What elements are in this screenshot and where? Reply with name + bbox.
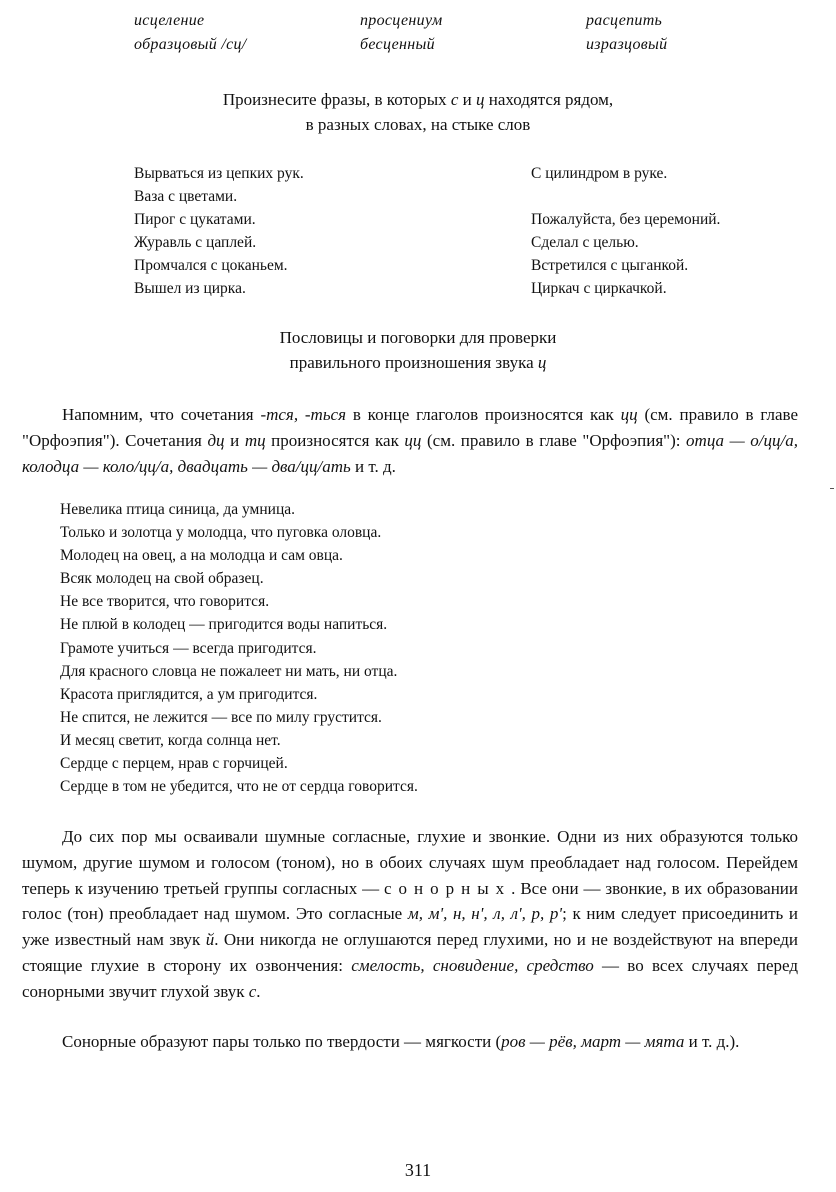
spaced-term: сонорных (384, 878, 512, 898)
proverb-list (60, 498, 418, 798)
word: исцеление (134, 12, 205, 29)
word: изразцовый (586, 36, 668, 53)
paragraph-sonorants (22, 824, 798, 1005)
phrase: Промчался с цоканьем. (134, 257, 288, 274)
proverb: Всяк молодец на свой образец. (60, 570, 264, 588)
proverb: Сердце в том не убедится, что не от сердца говорится. (60, 778, 418, 796)
heading-line (0, 350, 836, 375)
heading-letter: с (450, 90, 459, 109)
phrase: Вырваться из цепких рук. (134, 165, 304, 182)
italic-run: цц (404, 431, 422, 450)
italic-run: цц (620, 405, 638, 424)
heading-text: правильного произношения звука (289, 353, 538, 372)
italic-run: отца — о/цц/а, колодца — коло/цц/а, двадцать — два/цц/ать (22, 431, 798, 476)
heading-line: Пословицы и поговорки для проверки (279, 328, 557, 347)
margin-mark (830, 488, 834, 489)
text-run: и (224, 431, 245, 450)
text-run: До сих пор мы осваивали шумные согласные, глухие и звонкие. Одни из них образуются только шумом, другие шумом и голосом (тоном), но в обоих случаях шум преобладает над голосом. Перейдем теперь к изучению третьей группы согласных — (22, 827, 798, 898)
text-run: произносятся как (265, 431, 405, 450)
proverb: Красота приглядится, а ум пригодится. (60, 685, 318, 703)
text-run: ; к ним следует присоединить и уже известный нам звук (22, 904, 798, 950)
italic-run: й (205, 930, 215, 950)
text-run: — во всех случаях перед сонорными звучит глухой звук (22, 955, 798, 1001)
proverb: Не все творится, что говорится. (60, 593, 270, 611)
italic-run: тц (244, 431, 266, 450)
text-run: . (256, 981, 261, 1001)
heading-text: и (458, 90, 477, 109)
italic-run: м, м', н, н', л, л', р, р' (407, 904, 563, 924)
phrase: Ваза с цветами. (134, 188, 238, 205)
heading-text: Произнесите фразы, в которых (222, 90, 451, 109)
proverb: Сердце с перцем, нрав с горчицей. (60, 755, 288, 773)
section-heading-proverbs (0, 325, 836, 375)
heading-line: в разных словах, на стыке слов (305, 115, 531, 134)
proverb: Грамоте учиться — всегда пригодится. (60, 639, 317, 657)
text-run: . Все они — звонкие, в их образовании голос (тон) преобладает над шумом. Это согласные (22, 878, 798, 924)
phrase: Циркач с циркачкой. (531, 280, 667, 297)
paragraph-intro (22, 402, 798, 480)
proverb: Не плюй в колодец — пригодится воды напиться. (60, 616, 388, 634)
phrase-list-left (134, 162, 304, 300)
phrase: Пожалуйста, без церемоний. (531, 211, 721, 228)
italic-run: ров — рёв, март — мята (501, 1032, 685, 1051)
text-run: (см. правило в главе "Орфоэпия"). Сочетания (22, 405, 798, 450)
section-heading-phrases (0, 87, 836, 137)
phrase: Сделал с целью. (531, 234, 639, 251)
heading-line (0, 87, 836, 112)
page-number: 311 (404, 1160, 432, 1180)
italic-run: с (248, 981, 257, 1001)
italic-run: смелость, сновидение, средство (351, 955, 594, 975)
heading-letter: ц (537, 353, 547, 372)
phrase-list-right (531, 162, 720, 300)
text-run: . Они никогда не оглушаются перед глухими, но и не воздействуют на впереди стоящие глухие в сторону их озвончения: (22, 930, 798, 975)
proverb: Невелика птица синица, да умница. (60, 501, 295, 518)
phrase: С цилиндром в руке. (531, 165, 668, 182)
word-row (134, 12, 774, 36)
phrase: Пирог с цукатами. (134, 211, 256, 228)
proverb: Молодец на овец, а на молодца и сам овца. (60, 547, 343, 565)
text-run: в конце глаголов произносятся как (346, 405, 621, 424)
proverb: И месяц светит, когда солнца нет. (60, 731, 281, 749)
word: бесценный (360, 36, 435, 53)
phrase: Журавль с цаплей. (134, 234, 257, 251)
word-row (134, 36, 774, 60)
text-run: Сонорные образуют пары только по твердости — мягкости ( (62, 1032, 502, 1051)
italic-run: дц (207, 431, 225, 450)
word: расцепить (586, 12, 663, 29)
word-list (134, 12, 774, 60)
proverb: Только и золотца у молодца, что пуговка оловца. (60, 524, 382, 542)
text-run: и т. д.). (684, 1032, 740, 1051)
text-run: Напомним, что сочетания (62, 405, 261, 424)
heading-letter: ц (476, 90, 485, 109)
proverb: Не спится, не лежится — все по милу грустится. (60, 708, 382, 726)
phrase (531, 185, 720, 208)
proverb: Для красного словца не пожалеет ни мать, ни отца. (60, 662, 398, 680)
word: образцовый /сц/ (134, 36, 247, 53)
italic-run: -тся, -ться (260, 405, 347, 424)
heading-text: находятся рядом, (484, 90, 614, 109)
paragraph-pairs (22, 1029, 798, 1055)
text-run: (см. правило в главе "Орфоэпия"): (421, 431, 687, 450)
phrase: Вышел из цирка. (134, 280, 246, 297)
phrase: Встретился с цыганкой. (531, 257, 689, 274)
word: просцениум (360, 12, 443, 29)
text-run: и т. д. (350, 457, 396, 476)
